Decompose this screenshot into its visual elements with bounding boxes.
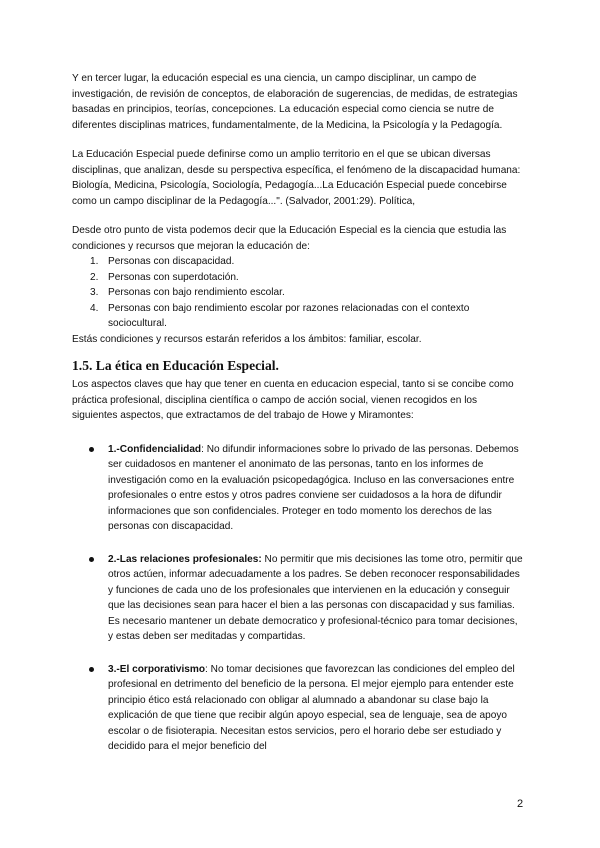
bullet-icon xyxy=(89,557,94,562)
paragraph-perspective: Desde otro punto de vista podemos decir que la Educación Especial es la ciencia que estudia las condiciones y recursos que mejoran la educación de: xyxy=(72,225,507,252)
page-number: 2 xyxy=(517,798,524,810)
bullet-icon xyxy=(89,667,94,672)
paragraph-definition: La Educación Especial puede definirse como un amplio territorio en el que se ubican diversas disciplinas, que analizan, desde su perspectiva específica, el fenómeno de la discapacidad humana: Biología, Medicina, Psicología, Sociología, Pedagogía...La Educación Especial puede concebirse como un campo disciplinar de la Pedagogía...". (Salvador, 2001:29). Política, xyxy=(72,149,521,207)
numbered-list xyxy=(72,254,524,332)
page-content xyxy=(72,71,524,772)
section-intro: Los aspectos claves que hay que tener en cuenta en educacion especial, tanto si se concibe como práctica profesional, disciplina científica o campo de acción social, vienen recogidos en los siguientes aspectos, que extractamos de del trabajo de Howe y Miramontes: xyxy=(72,379,514,421)
bullet-list xyxy=(72,442,524,755)
paragraph-science: Y en tercer lugar, la educación especial es una ciencia, un campo disciplinar, un campo de investigación, de revisión de conceptos, de elaboración de sugerencias, de medidas, de estrategias basadas en principios, teorías, concepciones. La educación especial como ciencia se nutre de diferentes disciplinas matrices, fundamentalmente, de la Medicina, la Psicología y la Pedagogía. xyxy=(72,73,518,131)
bullet-item-relaciones: 2.-Las relaciones profesionales: No permitir que mis decisiones las tome otro, permitir que otros actúen, informar adecuadamente a los padres. Se deben reconocer responsabilidades y funciones de cada uno de los profesionales que intervienen en la educación y conseguir que las decisiones sean para hacer el bien a las personas con discapacidad y sus familias. Es necesario mantener un debate democratico y profesional-técnico para tomar decisiones, y estas deben ser meditadas y compartidas. xyxy=(72,552,524,645)
paragraph-closing: Estás condiciones y recursos estarán referidos a los ámbitos: familiar, escolar. xyxy=(72,333,422,345)
bullet-item-confidencialidad: 1.-Confidencialidad: No difundir informaciones sobre lo privado de las personas. Debemos ser cuidadosos en mantener el anonimato de las personas, tanto en los informes de investigación como en la evaluación psicopedagógica. Incluso en las conversaciones entre profesionales o entre estos y otros padres conviene ser cuidadosos a la hora de difundir informaciones que son confidenciales. Proteger en todo momento los derechos de las personas con discapacidad. xyxy=(72,442,524,535)
section-heading: 1.5. La ética en Educación Especial. xyxy=(72,358,279,373)
bullet-icon xyxy=(89,447,94,452)
list-item: 2. Personas con superdotación. xyxy=(90,271,239,283)
list-item: 3. Personas con bajo rendimiento escolar. xyxy=(90,287,285,298)
bullet-item-corporativismo: 3.-El corporativismo: No tomar decisiones que favorezcan las condiciones del empleo del profesional en detrimento del beneficio de la persona. El mejor ejemplo para entender este principio ético está relacionado con obligar al alumnado a abandonar su clase bajo la explicación de que tiene que recibir algún apoyo especial, sea de lenguaje, sea de apoyo escolar o de fisioterapia. Necesitan estos servicios, pero el horario debe ser estudiado y decidido para el mejor beneficio del xyxy=(72,662,524,755)
list-item: 4. Personas con bajo rendimiento escolar por razones relacionadas con el contexto sociocultural. xyxy=(90,302,470,329)
list-item: 1. Personas con discapacidad. xyxy=(90,256,235,267)
